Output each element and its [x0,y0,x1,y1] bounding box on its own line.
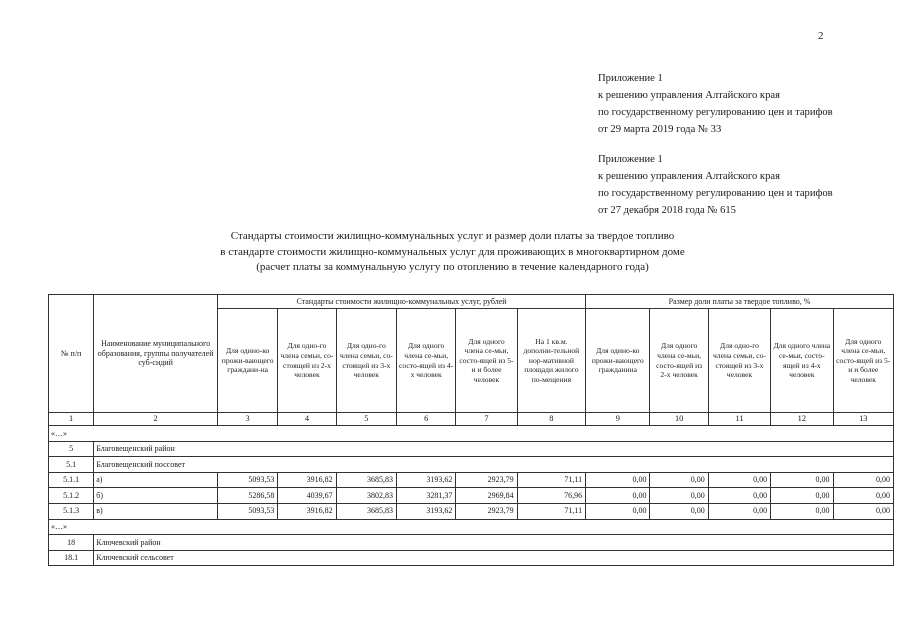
header-col-8: На 1 кв.м. дополни-тельной нор-мативной площади жилого по-мещения [517,309,585,413]
value-cell: 4039,67 [278,488,336,504]
value-cell: 3916,82 [278,472,336,488]
table-row [49,472,894,488]
header-col-11: Для одно-го члена семьи, со-стоящей из 3-х человек [708,309,770,413]
value-cell: 0,00 [771,503,833,519]
appendix-note-current [598,70,833,138]
title-line: Стандарты стоимости жилищно-коммунальных услуг и размер доли платы за твердое топливо [230,230,675,242]
appendix-line: от 27 декабря 2018 года № 615 [598,205,736,216]
value-cell: 3916,82 [278,503,336,519]
value-cell: 0,00 [650,503,708,519]
ellipsis-row [49,519,894,535]
value-cell: 3685,83 [336,472,396,488]
row-name: б) [94,488,218,504]
value-cell: 0,00 [833,472,893,488]
header-col-7: Для одного члена се-мьи, состо-ящей из 5-и и более человек [456,309,517,413]
value-cell: 71,11 [517,472,585,488]
header-col-12: Для одного члена се-мьи, состо-ящей из 4-х человек [771,309,833,413]
column-number: 7 [456,413,517,426]
council-row [49,550,894,566]
council-name: Ключевский сельсовет [94,550,894,566]
appendix-line: к решению управления Алтайского края [598,171,780,182]
ellipsis-row [49,426,894,442]
appendix-note-previous [598,151,833,219]
header-standards-group: Стандарты стоимости жилищно-коммунальных услуг, рублей [217,295,585,309]
header-col-3: Для одино-ко прожи-вающего граждани-на [217,309,277,413]
ellipsis-cell: «…» [49,426,894,442]
value-cell: 2923,79 [456,472,517,488]
row-no: 18 [49,535,94,551]
column-number: 13 [833,413,893,426]
value-cell: 0,00 [586,503,650,519]
page-number: 2 [818,30,824,42]
value-cell: 5093,53 [217,503,277,519]
column-number: 12 [771,413,833,426]
row-no: 5.1.2 [49,488,94,504]
district-row [49,441,894,457]
row-no: 5.1.1 [49,472,94,488]
value-cell: 3193,62 [396,472,455,488]
value-cell: 0,00 [586,488,650,504]
row-name: а) [94,472,218,488]
standards-table [48,294,894,566]
column-number: 4 [278,413,336,426]
district-name: Ключевский район [94,535,894,551]
value-cell: 76,96 [517,488,585,504]
value-cell: 0,00 [650,472,708,488]
header-no: № п/п [49,295,94,413]
value-cell: 3802,83 [336,488,396,504]
value-cell: 2969,84 [456,488,517,504]
column-number: 10 [650,413,708,426]
value-cell: 0,00 [833,503,893,519]
value-cell: 0,00 [833,488,893,504]
value-cell: 5093,53 [217,472,277,488]
value-cell: 0,00 [708,503,770,519]
row-no: 5 [49,441,94,457]
table-row [49,488,894,504]
district-row [49,535,894,551]
appendix-line: Приложение 1 [598,73,663,84]
council-row [49,457,894,473]
value-cell: 0,00 [650,488,708,504]
appendix-line: к решению управления Алтайского края [598,90,780,101]
district-name: Благовещенский район [94,441,894,457]
value-cell: 3281,37 [396,488,455,504]
appendix-line: Приложение 1 [598,154,663,165]
appendix-line: по государственному регулированию цен и тарифов [598,107,833,118]
value-cell: 0,00 [586,472,650,488]
column-number: 3 [217,413,277,426]
title-line: в стандарте стоимости жилищно-коммунальных услуг для проживающих в многоквартирном доме [220,245,685,258]
column-number: 6 [396,413,455,426]
row-no: 18.1 [49,550,94,566]
council-name: Благовещенский поссовет [94,457,894,473]
value-cell: 3193,62 [396,503,455,519]
column-number: 2 [94,413,218,426]
header-col-13: Для одного члена се-мьи, состо-ящей из 5-и и более человек [833,309,893,413]
value-cell: 2923,79 [456,503,517,519]
table-row [49,503,894,519]
appendix-line: от 29 марта 2019 года № 33 [598,124,722,135]
header-name: Наименование муниципального образования, группы получателей суб-сидий [94,295,218,413]
row-no: 5.1.3 [49,503,94,519]
header-col-10: Для одного члена се-мьи, состо-ящей из 2-х человек [650,309,708,413]
value-cell: 71,11 [517,503,585,519]
value-cell: 0,00 [708,472,770,488]
table-header-groups [49,295,894,309]
value-cell: 5286,58 [217,488,277,504]
value-cell: 3685,83 [336,503,396,519]
appendix-line: по государственному регулированию цен и тарифов [598,188,833,199]
column-number: 1 [49,413,94,426]
column-number: 11 [708,413,770,426]
header-col-5: Для одно-го члена семьи, со-стоящей из 3-х человек [336,309,396,413]
header-col-6: Для одного члена се-мьи, состо-ящей из 4-х человек [396,309,455,413]
value-cell: 0,00 [708,488,770,504]
value-cell: 0,00 [771,472,833,488]
header-share-group: Размер доли платы за твердое топливо, % [586,295,894,309]
column-number: 8 [517,413,585,426]
row-no: 5.1 [49,457,94,473]
column-number: 5 [336,413,396,426]
header-col-9: Для одино-ко прожи-вающего гражданина [586,309,650,413]
ellipsis-cell: «…» [49,519,894,535]
column-number-row [49,413,894,426]
header-col-4: Для одно-го члена семьи, со-стоящей из 2-х человек [278,309,336,413]
title-line: (расчет платы за коммунальную услугу по отоплению в течение календарного года) [256,261,649,273]
document-title [0,229,905,276]
value-cell: 0,00 [771,488,833,504]
row-name: в) [94,503,218,519]
column-number: 9 [586,413,650,426]
